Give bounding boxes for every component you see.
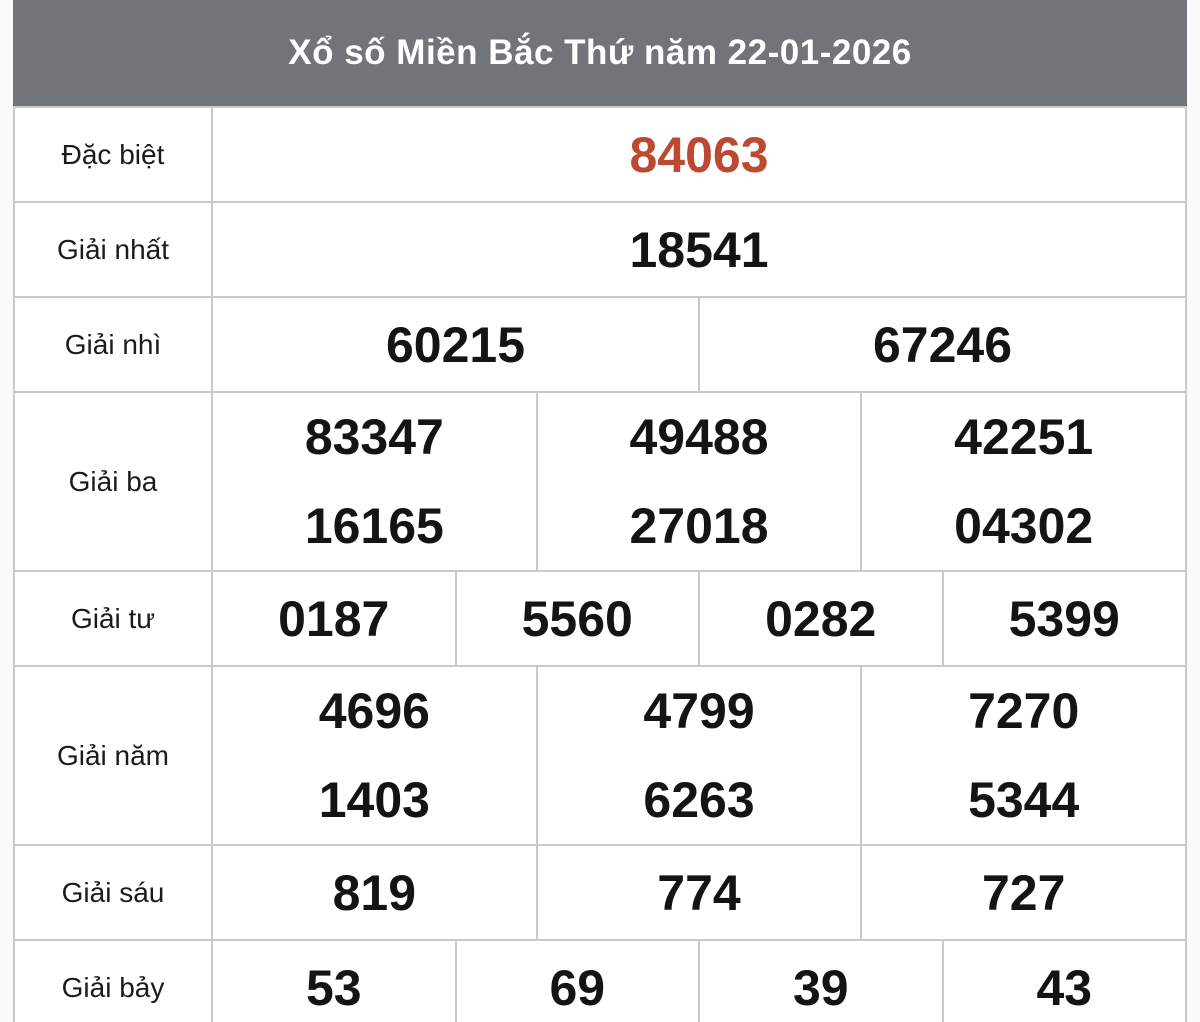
- prize-row-giai-bay: [15, 941, 1185, 1022]
- prize-cell: [944, 941, 1186, 1022]
- prize-label: Đặc biệt: [61, 138, 165, 170]
- prize-value: 4696: [318, 683, 430, 740]
- prize-cell: [700, 298, 1185, 391]
- prize-row-giai-tu: [15, 572, 1185, 665]
- prize-row-giai-sau: [15, 846, 1185, 939]
- prize-cell: [213, 393, 536, 570]
- prize-value: 1403: [318, 771, 430, 828]
- prize-label: Giải tư: [70, 602, 156, 634]
- prize-board: [13, 106, 1187, 1022]
- prize-value: 60215: [385, 316, 526, 373]
- prize-cell: [944, 572, 1186, 665]
- special-prize-value: 84063: [629, 126, 769, 183]
- prize-row-giai-ba: [15, 393, 1185, 570]
- prize-label-cell: [15, 203, 211, 296]
- prize-cell: [862, 667, 1185, 844]
- prize-row-giai-nhat: [15, 203, 1185, 296]
- prize-label-cell: [15, 393, 211, 570]
- prize-label-cell: [15, 667, 211, 844]
- prize-label: Giải sáu: [61, 876, 165, 908]
- prize-value: 67246: [872, 316, 1013, 373]
- prize-cell: [700, 941, 942, 1022]
- prize-value: 727: [981, 864, 1066, 921]
- prize-value: 42251: [954, 409, 1094, 466]
- prize-value: 6263: [643, 771, 755, 828]
- prize-cell: [213, 572, 455, 665]
- title-bar: [13, 0, 1187, 106]
- prize-value: 5344: [968, 771, 1080, 828]
- prize-cell: [213, 108, 1185, 201]
- prize-cell: [862, 846, 1185, 939]
- prize-cell: [213, 941, 455, 1022]
- prize-label-cell: [15, 846, 211, 939]
- prize-row-giai-nam: [15, 667, 1185, 844]
- prize-label: Giải ba: [68, 465, 158, 497]
- prize-value: 0282: [765, 590, 877, 647]
- prize-cell: [213, 846, 536, 939]
- prize-cell: [457, 941, 699, 1022]
- prize-cell: [538, 667, 861, 844]
- prize-label-cell: [15, 298, 211, 391]
- prize-label: Giải nhì: [64, 328, 162, 360]
- prize-label-cell: [15, 941, 211, 1022]
- prize-value: 39: [792, 959, 849, 1016]
- prize-cell: [538, 393, 861, 570]
- prize-value: 27018: [629, 497, 769, 554]
- prize-value: 7270: [968, 683, 1080, 740]
- prize-cell: [457, 572, 699, 665]
- prize-row-dac-biet: [15, 108, 1185, 201]
- prize-label: Giải năm: [56, 739, 170, 771]
- prize-value: 43: [1036, 959, 1093, 1016]
- prize-value: 0187: [278, 590, 390, 647]
- prize-value: 4799: [643, 683, 755, 740]
- prize-value: 49488: [629, 409, 769, 466]
- prize-cell: [862, 393, 1185, 570]
- prize-value: 04302: [954, 497, 1094, 554]
- page-title: Xổ số Miền Bắc Thứ năm 22-01-2026: [288, 33, 912, 72]
- prize-value: 774: [657, 864, 741, 921]
- prize-value: 16165: [304, 497, 444, 554]
- prize-label-cell: [15, 572, 211, 665]
- prize-label: Giải nhất: [56, 233, 170, 265]
- prize-cell: [213, 203, 1185, 296]
- prize-value: 5399: [1008, 590, 1120, 647]
- prize-cell: [213, 667, 536, 844]
- prize-value: 5560: [521, 590, 633, 647]
- prize-label-cell: [15, 108, 211, 201]
- prize-value: 69: [549, 959, 606, 1016]
- prize-value: 53: [305, 959, 362, 1016]
- prize-row-giai-nhi: [15, 298, 1185, 391]
- prize-value: 18541: [629, 221, 769, 278]
- prize-cell: [538, 846, 861, 939]
- prize-cell: [700, 572, 942, 665]
- prize-value: 819: [332, 864, 417, 921]
- prize-label: Giải bảy: [61, 971, 165, 1003]
- prize-value: 83347: [304, 409, 444, 466]
- prize-cell: [213, 298, 698, 391]
